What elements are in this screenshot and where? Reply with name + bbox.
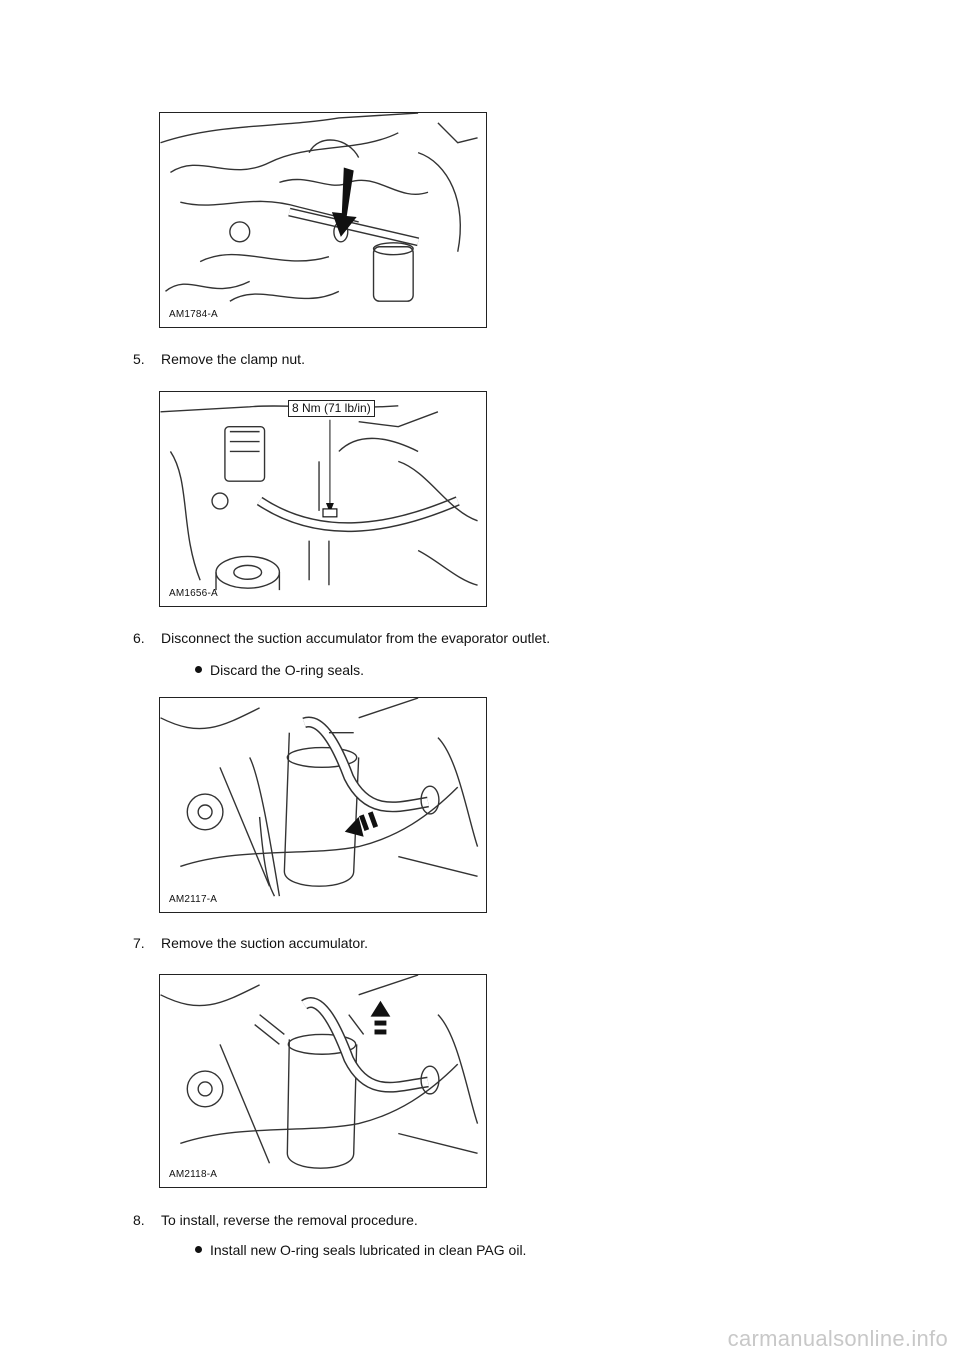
step-text: To install, reverse the removal procedure. <box>161 1212 418 1228</box>
step-8 <box>133 1211 418 1229</box>
step-text: Remove the suction accumulator. <box>161 935 368 951</box>
step-number: 5. <box>133 351 145 367</box>
step-text: Remove the clamp nut. <box>161 351 305 367</box>
bullet-dot <box>195 1246 202 1253</box>
watermark: carmanualsonline.info <box>727 1326 948 1351</box>
engine-hose-illustration <box>160 113 486 327</box>
step-6-bullet <box>195 661 364 679</box>
step-8-bullet <box>195 1241 526 1259</box>
bullet-text: Install new O-ring seals lubricated in clean PAG oil. <box>210 1242 527 1258</box>
step-number: 8. <box>133 1212 145 1228</box>
step-text: Disconnect the suction accumulator from the evaporator outlet. <box>161 630 551 646</box>
torque-callout: 8 Nm (71 lb/in) <box>288 400 375 417</box>
figure-am1656 <box>159 391 487 607</box>
clamp-nut-illustration <box>160 392 486 606</box>
step-number: 6. <box>133 630 145 646</box>
step-5 <box>133 350 305 368</box>
accumulator-removal-illustration <box>160 975 486 1187</box>
step-6 <box>133 629 550 647</box>
figure-code: AM1784-A <box>169 309 218 320</box>
figure-am2118 <box>159 974 487 1188</box>
bullet-text: Discard the O-ring seals. <box>210 662 365 678</box>
step-7 <box>133 934 368 952</box>
figure-am2117 <box>159 697 487 913</box>
figure-am1784 <box>159 112 487 328</box>
figure-code: AM2117-A <box>169 894 218 905</box>
bullet-dot <box>195 666 202 673</box>
step-number: 7. <box>133 935 145 951</box>
figure-code: AM1656-A <box>169 588 218 599</box>
accumulator-disconnect-illustration <box>160 698 486 912</box>
figure-code: AM2118-A <box>169 1169 218 1180</box>
